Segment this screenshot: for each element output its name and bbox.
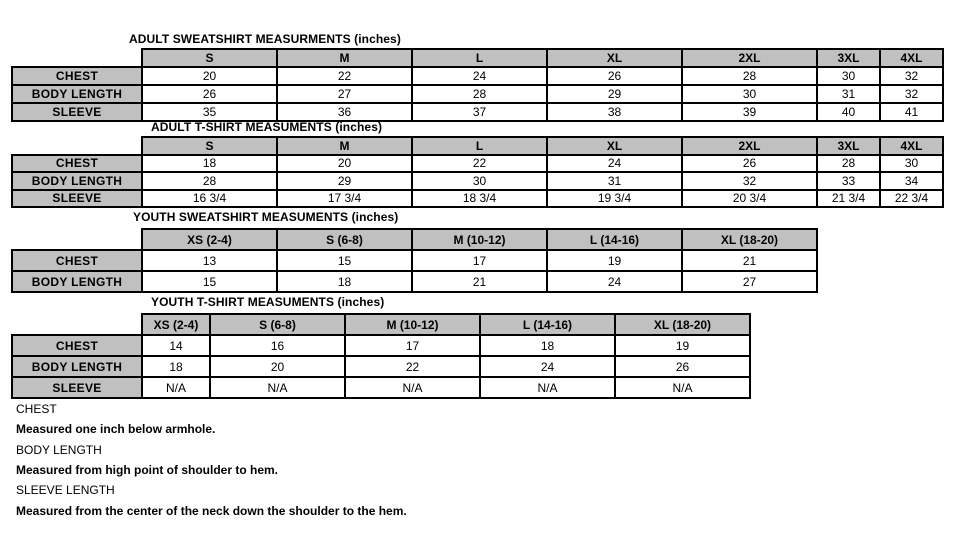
note-chest-heading: CHEST (16, 402, 57, 416)
size-header: M (277, 137, 412, 155)
measurement-cell: 22 3/4 (880, 190, 943, 208)
measurement-cell: 16 (210, 335, 345, 356)
measurement-cell: 27 (277, 85, 412, 103)
size-header: 4XL (880, 49, 943, 67)
table-row (12, 271, 817, 292)
table-corner (12, 314, 142, 335)
table-row (12, 250, 817, 271)
measurement-cell: 30 (682, 85, 817, 103)
table-row (12, 155, 943, 173)
size-header: 4XL (880, 137, 943, 155)
size-header: 3XL (817, 137, 880, 155)
measurement-cell: 30 (880, 155, 943, 173)
measurement-cell: 15 (142, 271, 277, 292)
row-label: CHEST (12, 155, 142, 173)
size-header: XL (547, 137, 682, 155)
measurement-cell: 21 3/4 (817, 190, 880, 208)
youth-sweatshirt-title: YOUTH SWEATSHIRT MEASUMENTS (inches) (133, 210, 399, 224)
size-header: M (277, 49, 412, 67)
table-row (12, 335, 750, 356)
size-header: M (10-12) (412, 229, 547, 250)
measurement-cell: 28 (817, 155, 880, 173)
note-body-length-heading: BODY LENGTH (16, 443, 102, 457)
row-label: BODY LENGTH (12, 271, 142, 292)
measurement-cell: 40 (817, 103, 880, 121)
measurement-cell: 20 (210, 356, 345, 377)
row-label: BODY LENGTH (12, 172, 142, 190)
table-row (12, 103, 943, 121)
measurement-cell: 35 (142, 103, 277, 121)
measurement-cell: 19 (615, 335, 750, 356)
table-row (12, 356, 750, 377)
measurement-cell: 27 (682, 271, 817, 292)
measurement-cell: 29 (277, 172, 412, 190)
measurement-cell: 29 (547, 85, 682, 103)
measurement-cell: 22 (412, 155, 547, 173)
size-header: 3XL (817, 49, 880, 67)
measurement-cell: 26 (142, 85, 277, 103)
measurement-cell: 37 (412, 103, 547, 121)
size-header: XL (18-20) (682, 229, 817, 250)
table-row (12, 190, 943, 208)
adult-sweatshirt-title: ADULT SWEATSHIRT MEASURMENTS (inches) (129, 32, 401, 46)
row-label: CHEST (12, 67, 142, 85)
table-row (12, 67, 943, 85)
measurement-cell: 24 (547, 271, 682, 292)
measurement-cell: 22 (277, 67, 412, 85)
size-header: XL (18-20) (615, 314, 750, 335)
size-header: XS (2-4) (142, 314, 210, 335)
row-label: SLEEVE (12, 377, 142, 398)
measurement-cell: 21 (682, 250, 817, 271)
measurement-cell: 26 (682, 155, 817, 173)
measurement-cell: 34 (880, 172, 943, 190)
measurement-cell: 18 (277, 271, 412, 292)
measurement-cell: 30 (817, 67, 880, 85)
measurement-cell: N/A (480, 377, 615, 398)
measurement-cell: 22 (345, 356, 480, 377)
measurement-cell: 18 3/4 (412, 190, 547, 208)
measurement-cell: 20 (277, 155, 412, 173)
row-label: CHEST (12, 250, 142, 271)
measurement-cell: 33 (817, 172, 880, 190)
row-label: SLEEVE (12, 103, 142, 121)
measurement-cell: 18 (480, 335, 615, 356)
measurement-cell: 14 (142, 335, 210, 356)
size-header: L (412, 49, 547, 67)
note-sleeve-length-desc: Measured from the center of the neck down the shoulder to the hem. (16, 504, 407, 518)
youth-sweatshirt-table (11, 228, 818, 293)
size-header: S (142, 137, 277, 155)
measurement-cell: N/A (142, 377, 210, 398)
measurement-cell: 13 (142, 250, 277, 271)
size-header: L (14-16) (480, 314, 615, 335)
measurement-cell: 39 (682, 103, 817, 121)
size-header: 2XL (682, 49, 817, 67)
youth-tshirt-title: YOUTH T-SHIRT MEASUMENTS (inches) (151, 295, 385, 309)
size-header: XL (547, 49, 682, 67)
measurement-cell: 32 (682, 172, 817, 190)
measurement-cell: 20 (142, 67, 277, 85)
measurement-cell: 28 (142, 172, 277, 190)
youth-tshirt-table (11, 313, 751, 399)
measurement-cell: 21 (412, 271, 547, 292)
measurement-cell: 17 (412, 250, 547, 271)
measurement-cell: 19 3/4 (547, 190, 682, 208)
row-label: BODY LENGTH (12, 85, 142, 103)
measurement-cell: 18 (142, 356, 210, 377)
size-header: S (142, 49, 277, 67)
measurement-cell: 38 (547, 103, 682, 121)
measurement-cell: 30 (412, 172, 547, 190)
measurement-cell: 24 (480, 356, 615, 377)
size-header: S (6-8) (277, 229, 412, 250)
row-label: SLEEVE (12, 190, 142, 208)
measurement-cell: N/A (345, 377, 480, 398)
table-corner (12, 137, 142, 155)
measurement-cell: 17 (345, 335, 480, 356)
table-row (12, 377, 750, 398)
measurement-cell: 24 (547, 155, 682, 173)
size-header: 2XL (682, 137, 817, 155)
measurement-cell: 24 (412, 67, 547, 85)
adult-tshirt-title: ADULT T-SHIRT MEASUMENTS (inches) (151, 120, 383, 134)
size-header: L (412, 137, 547, 155)
row-label: BODY LENGTH (12, 356, 142, 377)
note-chest-desc: Measured one inch below armhole. (16, 422, 216, 436)
measurement-cell: 19 (547, 250, 682, 271)
measurement-cell: N/A (210, 377, 345, 398)
measurement-cell: 16 3/4 (142, 190, 277, 208)
note-sleeve-length-heading: SLEEVE LENGTH (16, 483, 115, 497)
measurement-cell: 15 (277, 250, 412, 271)
size-header: M (10-12) (345, 314, 480, 335)
measurement-cell: 32 (880, 67, 943, 85)
size-header: S (6-8) (210, 314, 345, 335)
measurement-cell: 26 (547, 67, 682, 85)
measurement-cell: 31 (817, 85, 880, 103)
adult-sweatshirt-table (11, 48, 944, 122)
table-row (12, 172, 943, 190)
table-corner (12, 49, 142, 67)
table-corner (12, 229, 142, 250)
measurement-cell: 28 (412, 85, 547, 103)
measurement-cell: 36 (277, 103, 412, 121)
table-row (12, 85, 943, 103)
row-label: CHEST (12, 335, 142, 356)
measurement-cell: 28 (682, 67, 817, 85)
size-header: L (14-16) (547, 229, 682, 250)
measurement-cell: 17 3/4 (277, 190, 412, 208)
adult-tshirt-table (11, 136, 944, 208)
measurement-cell: 31 (547, 172, 682, 190)
measurement-cell: 18 (142, 155, 277, 173)
measurement-cell: 26 (615, 356, 750, 377)
measurement-cell: 41 (880, 103, 943, 121)
size-header: XS (2-4) (142, 229, 277, 250)
note-body-length-desc: Measured from high point of shoulder to hem. (16, 463, 279, 477)
measurement-cell: 32 (880, 85, 943, 103)
measurement-cell: 20 3/4 (682, 190, 817, 208)
measurement-cell: N/A (615, 377, 750, 398)
